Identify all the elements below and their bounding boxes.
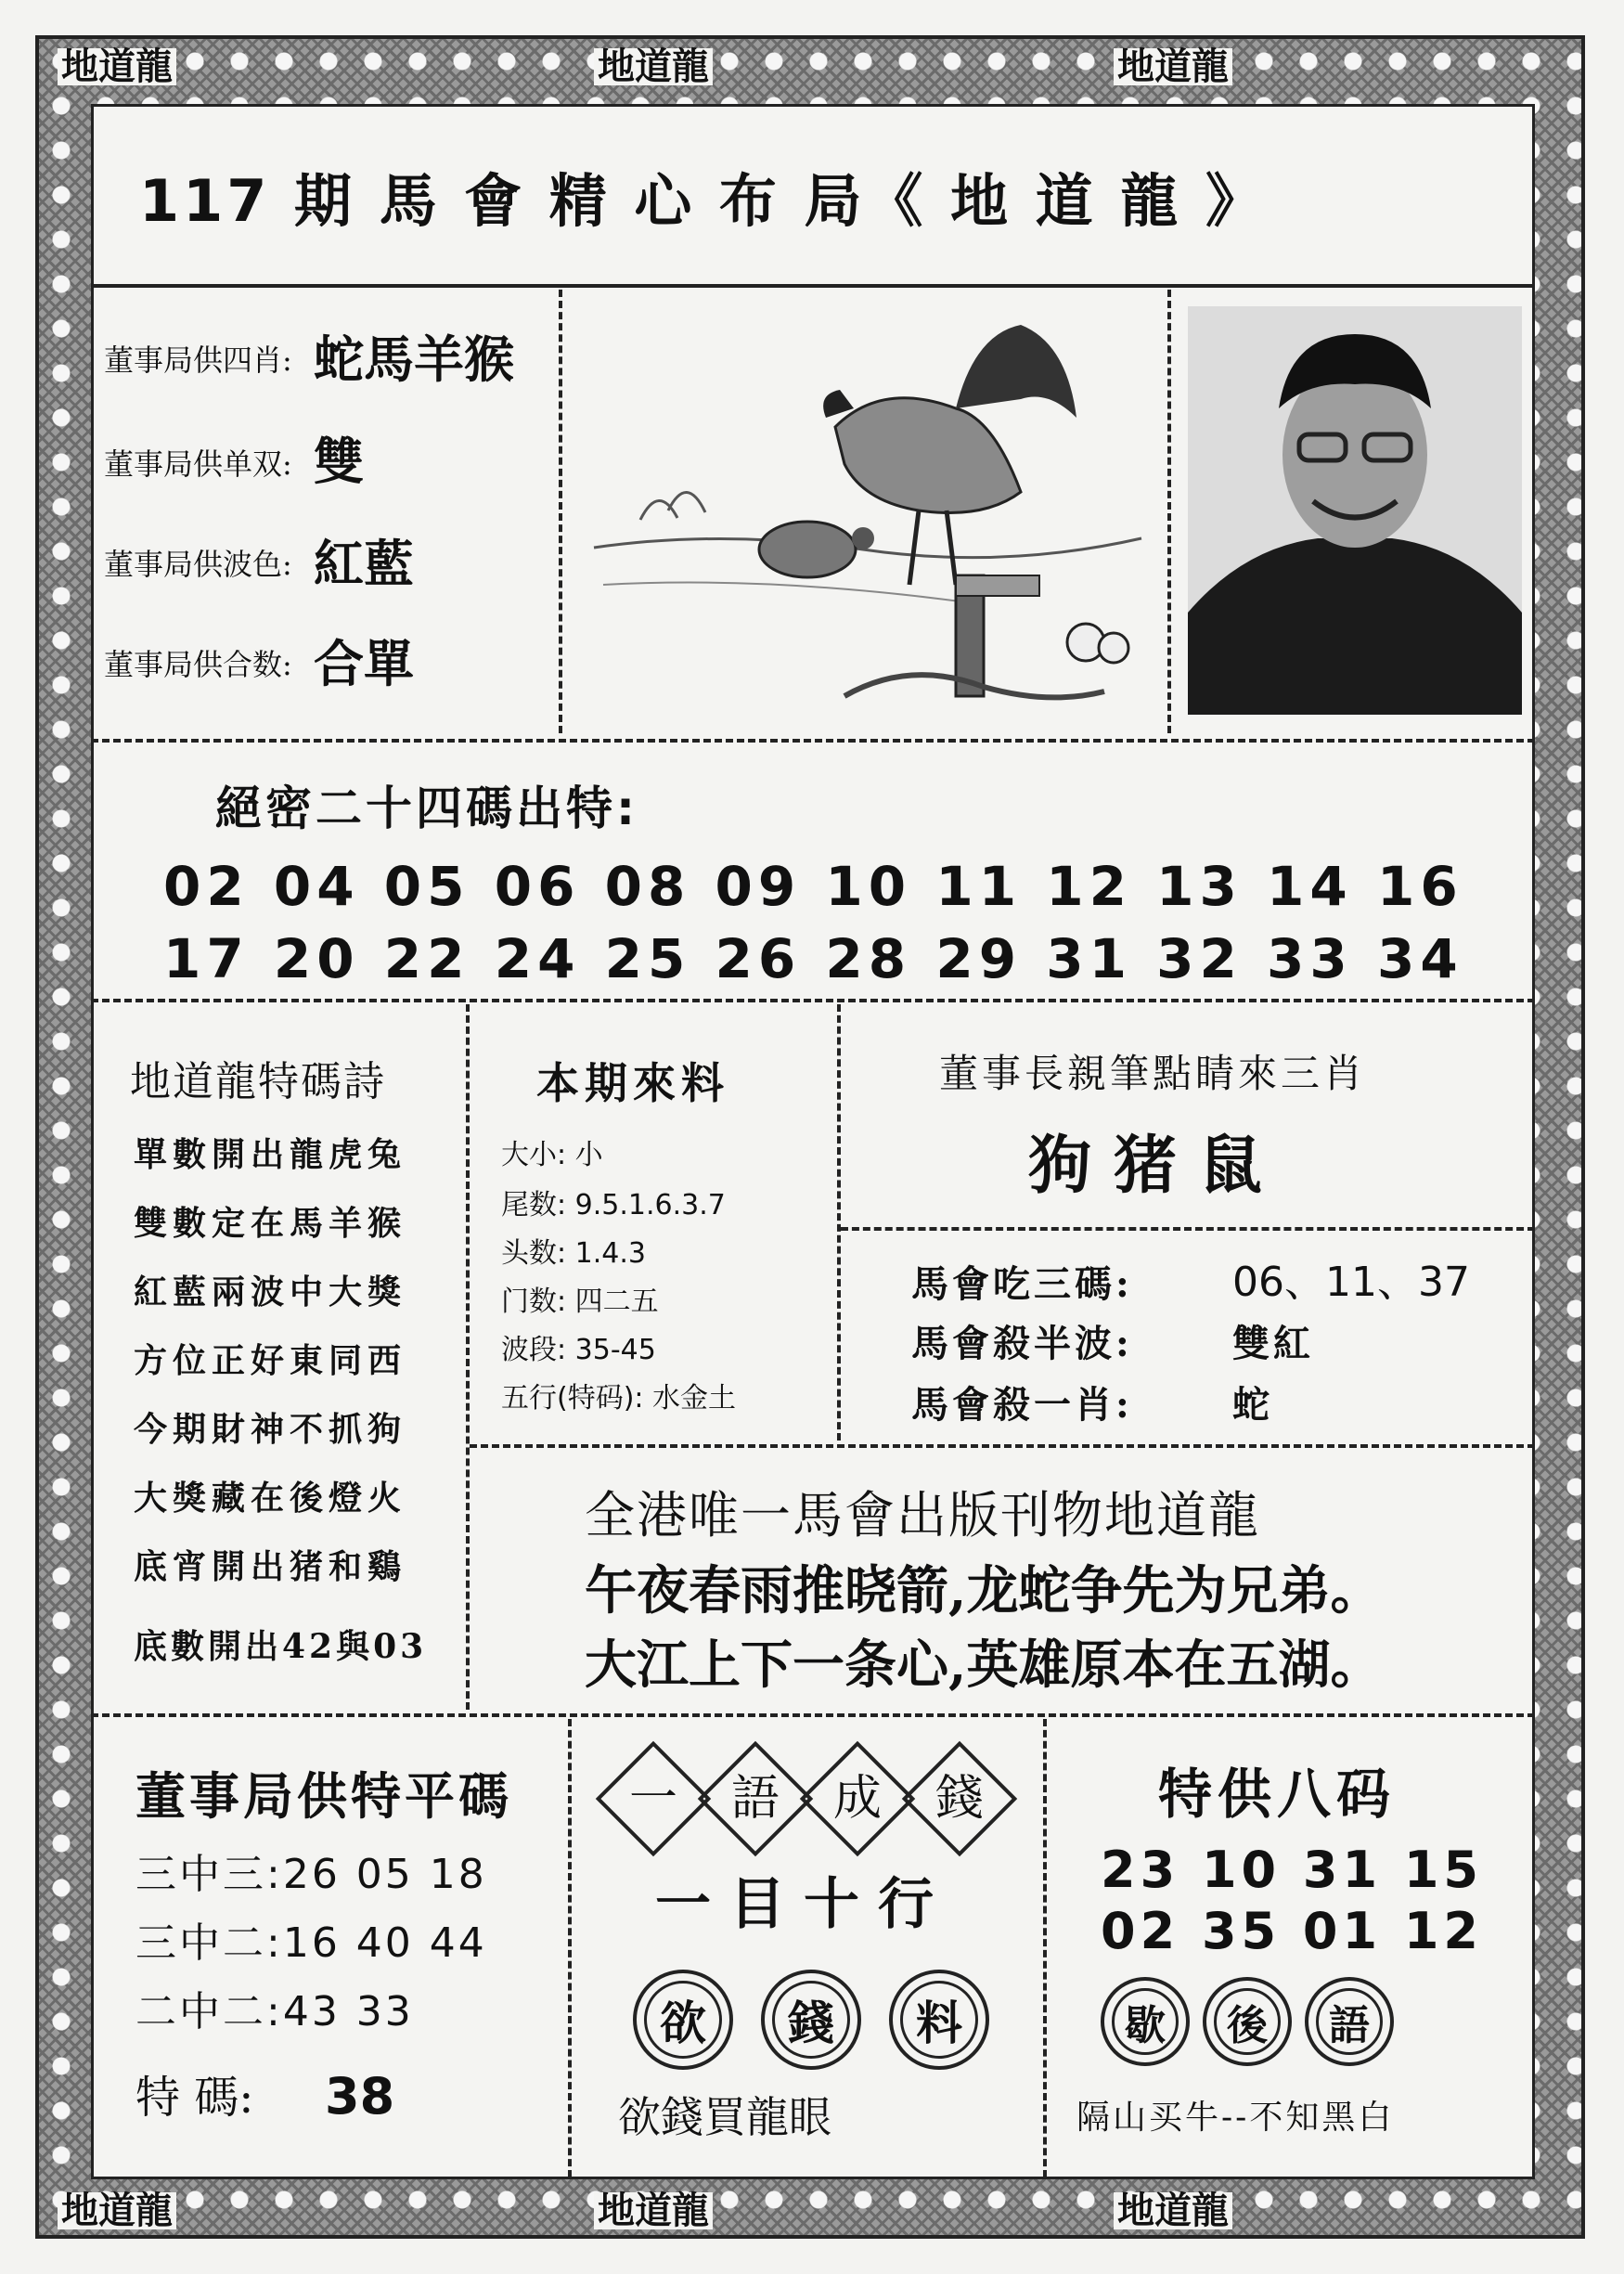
poem-line: 底宵開出猪和鷄 [134,1547,407,1586]
divider [466,1004,470,1710]
current-line: 五行(特码): 水金土 [501,1382,737,1415]
chairman-label: 馬會殺半波: [911,1322,1133,1365]
flat-title: 董事局供特平碼 [135,1766,512,1826]
circle-char: 語 [1305,1977,1394,2066]
director-label: 董事局供合数: [104,647,292,682]
director-value: 合單 [314,634,414,693]
diamond-char: 一 [628,1771,677,1827]
divider [559,290,562,733]
secret24-numbers-row2: 17 20 22 24 25 26 28 29 31 32 33 34 [163,927,1463,990]
rooster-tortoise-illustration [585,306,1151,715]
director-value: 紅藍 [314,534,414,593]
director-label: 董事局供单双: [104,446,292,482]
divider [1167,290,1171,733]
diamond-char: 成 [832,1771,882,1827]
chairman-title: 董事長親筆點睛來三肖 [939,1051,1367,1096]
eight-row2: 02 35 01 12 [1101,1902,1483,1960]
divider [837,1004,841,1441]
poem-line: 單數開出龍虎兔 [134,1135,407,1174]
poem-title: 地道龍特碼詩 [130,1058,386,1105]
current-line: 头数: 1.4.3 [501,1237,646,1270]
special-value: 38 [325,2067,395,2125]
diamond-char: 錢 [934,1771,984,1827]
poem-line: 底數開出42與03 [134,1627,428,1666]
circle-char: 料 [889,1970,989,2070]
circle-char: 欲 [633,1970,733,2070]
poem-line: 大獎藏在後燈火 [134,1479,407,1518]
director-value: 雙 [314,432,364,491]
border-watermark: 地道龍 [1114,2192,1232,2229]
chairman-label: 馬會殺一肖: [911,1383,1133,1427]
eight-saying: 隔山买牛--不知黑白 [1076,2099,1395,2137]
divider [1043,1719,1047,2177]
current-title: 本期來料 [536,1058,729,1108]
flat-line: 三中二:16 40 44 [135,1919,487,1967]
page-title: 117 期 馬 會 精 心 布 局《 地 道 龍 》 [139,167,1267,235]
divider [568,1719,572,2177]
director-value: 蛇馬羊猴 [314,329,514,389]
eight-title: 特供八码 [1158,1763,1397,1826]
secret24-numbers-row1: 02 04 05 06 08 09 10 11 12 13 14 16 [163,855,1463,918]
portrait-photo [1188,306,1522,715]
current-line: 大小: 小 [501,1139,603,1171]
director-label: 董事局供波色: [104,547,292,582]
chairman-value: 雙紅 [1232,1322,1314,1365]
circle-char: 錢 [761,1970,861,2070]
divider [91,739,1535,743]
middle-line: 一目十行 [655,1872,952,1937]
divider [91,284,1535,288]
current-line: 门数: 四二五 [501,1286,659,1318]
flat-line: 二中二:43 33 [135,1988,414,2035]
banner-line1: 全港唯一馬會出版刊物地道龍 [585,1486,1260,1544]
eight-row1: 23 10 31 15 [1101,1841,1483,1899]
poem-line: 雙數定在馬羊猴 [134,1204,407,1243]
border-watermark: 地道龍 [58,2192,176,2229]
circle-char: 後 [1203,1977,1292,2066]
divider [841,1227,1535,1231]
chairman-zodiac: 狗猪鼠 [1028,1129,1285,1203]
special-label: 特 碼: [135,2072,254,2124]
border-watermark: 地道龍 [594,48,713,85]
secret24-title: 絕密二十四碼出特: [215,782,638,835]
border-watermark: 地道龍 [594,2192,713,2229]
diamond-char: 語 [730,1771,780,1827]
current-line: 波段: 35-45 [501,1334,656,1366]
border-watermark: 地道龍 [58,48,176,85]
chairman-label: 馬會吃三碼: [911,1262,1133,1306]
poem-line: 紅藍兩波中大獎 [134,1273,407,1311]
divider [91,999,1535,1002]
middle-footer: 欲錢買龍眼 [618,2092,831,2142]
current-line: 尾数: 9.5.1.6.3.7 [501,1189,726,1221]
divider [470,1444,1535,1448]
chairman-value: 06、11、37 [1232,1259,1470,1306]
banner-line3: 大江上下一条心,英雄原本在五湖。 [585,1634,1383,1696]
banner-line2: 午夜春雨推晓箭,龙蛇争先为兄弟。 [585,1560,1383,1622]
chairman-value: 蛇 [1232,1383,1270,1427]
flat-line: 三中三:26 05 18 [135,1851,487,1898]
border-watermark: 地道龍 [1114,48,1232,85]
poem-line: 方位正好東同西 [134,1341,407,1380]
director-label: 董事局供四肖: [104,342,292,378]
divider [91,1713,1535,1717]
circle-char: 歇 [1101,1977,1190,2066]
poem-line: 今期財神不抓狗 [134,1410,407,1449]
